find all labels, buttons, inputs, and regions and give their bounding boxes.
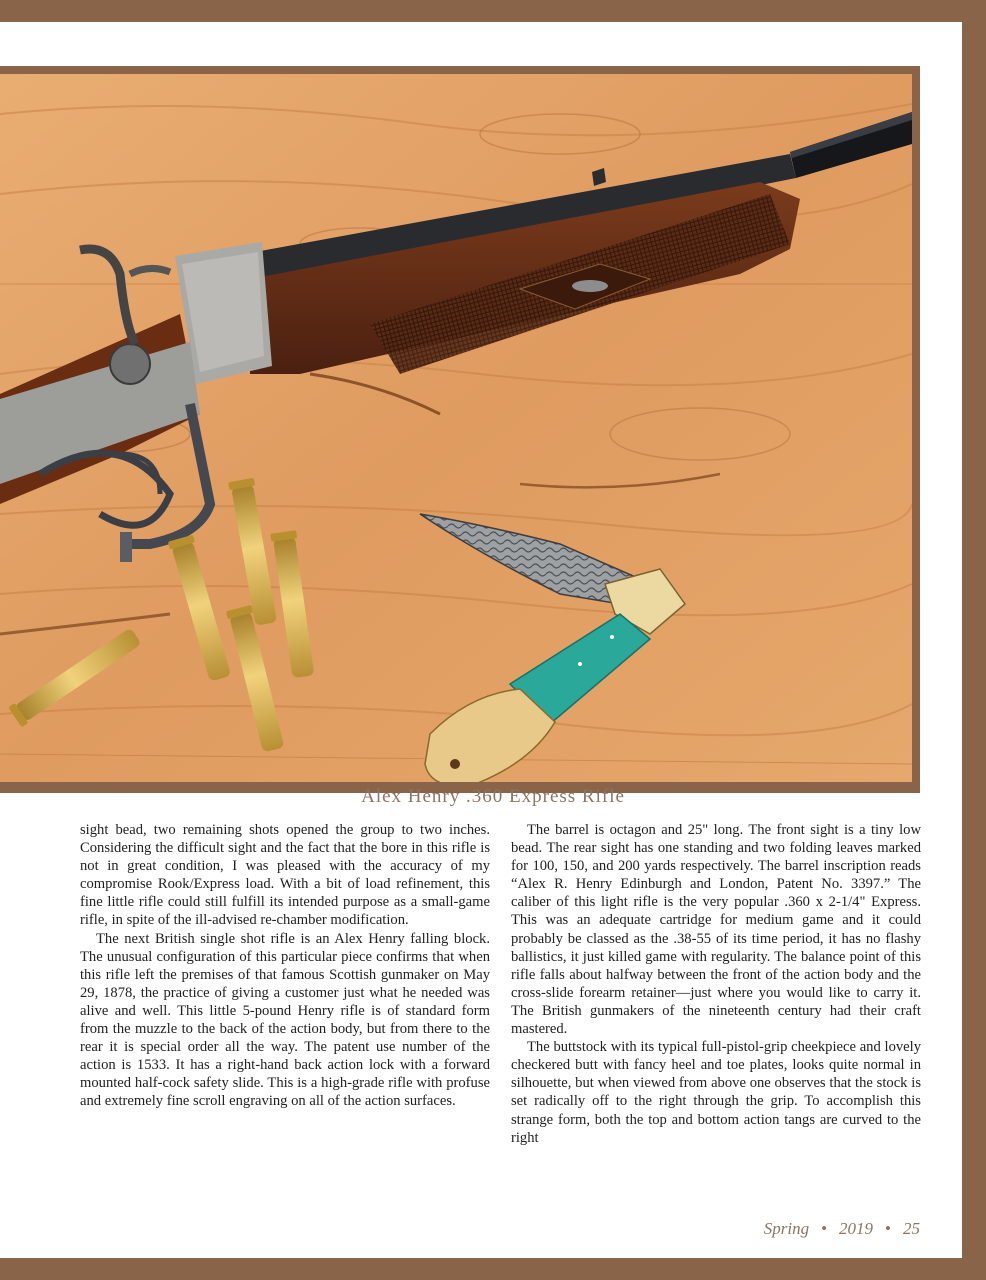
article-column-right	[511, 821, 921, 1147]
page-footer	[764, 1219, 920, 1239]
paragraph: The barrel is octagon and 25" long. The front sight is a tiny low bead. The rear sight has one standing and two folding leaves marked for 100, 150, and 200 yards respectively. The barrel inscription reads “Alex R. Henry Edinburgh and London, Patent No. 3397.” The caliber of this light rifle is the very popular .360 x 2-1/4" Express. This was an adequate cartridge for medium game and it could probably be classed as the .38-55 of its time period, it has no flashy ballistics, it just killed game with regularity. The balance point of this rifle falls about halfway between the front of the action body and the cross-slide forearm retainer—just where you would like to carry it. The British gunmakers of the nineteenth century had their craft mastered.	[511, 822, 921, 1038]
paragraph: sight bead, two remaining shots opened the group to two inches. Considering the difficult sight and the fact that the bore in this rifle is not in great condition, I was pleased with the accuracy of my compromise Rook/Express load. With a bit of load refinement, this fine little rifle could still fulfill its intended purpose as a small-game rifle, in spite of the ill-advised re-chamber modification.	[80, 822, 490, 929]
footer-separator: •	[885, 1219, 891, 1238]
magazine-page	[0, 22, 962, 1258]
photo-frame	[0, 66, 920, 793]
article-column-left	[80, 821, 490, 1111]
footer-year: 2019	[839, 1219, 874, 1238]
paragraph: The buttstock with its typical full-pistol-grip cheekpiece and lovely checkered butt with fancy heel and toe plates, looks quite normal in silhouette, but when viewed from above one observes that the stock is set radically off to the right through the grip. To accomplish this strange form, both the top and bottom action tangs are curved to the right	[511, 1039, 921, 1146]
rifle-photo	[0, 74, 912, 782]
photo-caption: Alex Henry .360 Express Rifle	[361, 786, 625, 807]
footer-separator: •	[821, 1219, 828, 1238]
footer-season: Spring	[763, 1219, 810, 1238]
page-number: 25	[903, 1219, 920, 1238]
paragraph: The next British single shot rifle is an Alex Henry falling block. The unusual configuration of this particular piece confirms that when this rifle left the premises of that famous Scottish gunmaker on May 29, 1878, the practice of giving a customer just what he needed was alive and well. This little 5-pound Henry rifle is of standard form from the muzzle to the back of the action body, but from there to the rear it is special order all the way. The patent use number of the action is 1533. It has a right-hand back action lock with a forward mounted half-cock safety slide. This is a high-grade rifle with profuse and extremely fine scroll engraving on all of the action surfaces.	[80, 930, 490, 1110]
